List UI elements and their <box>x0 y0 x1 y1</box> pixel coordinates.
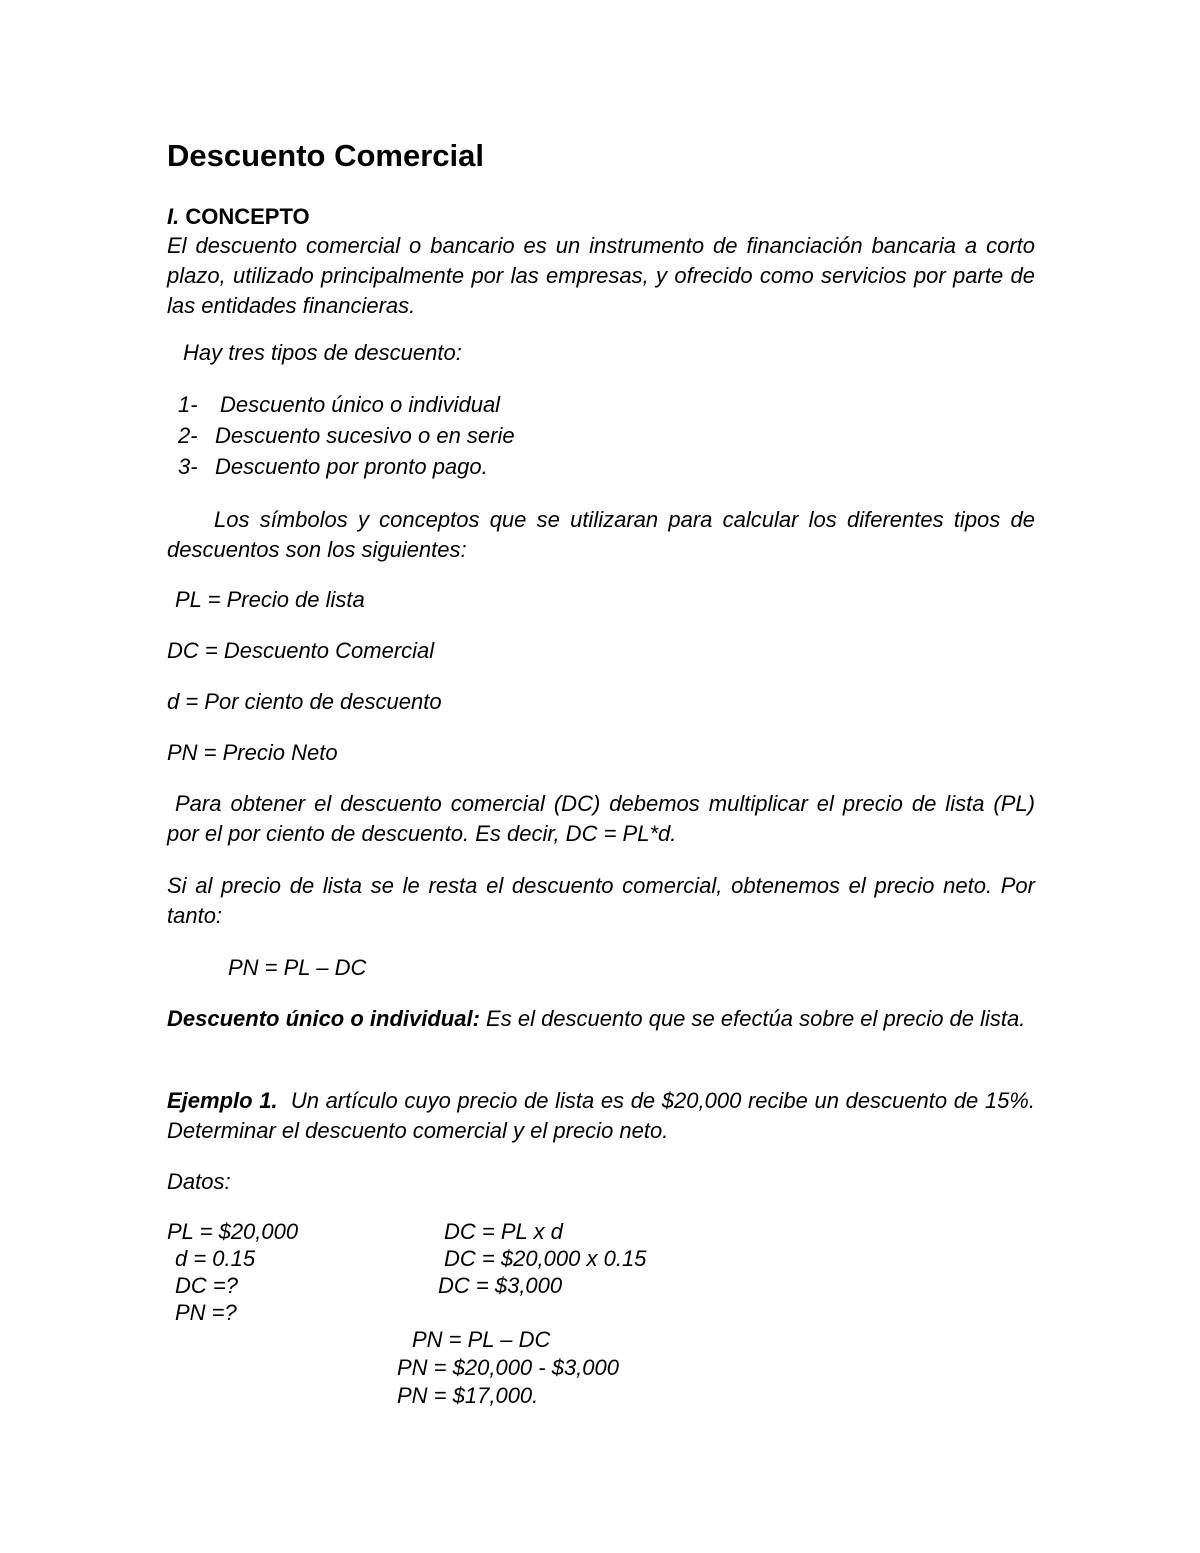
datos-label: Datos: <box>167 1169 231 1194</box>
list-item: Descuento por pronto pago. <box>215 454 488 479</box>
list-number: 3- <box>178 454 198 479</box>
pn-explanation: Si al precio de lista se le resta el descuento comercial, obtenemos el precio neto. Por tanto: <box>167 873 1035 928</box>
symbol-definition: PN = Precio Neto <box>167 740 338 765</box>
dc-calc-line: DC = PL x d <box>444 1219 563 1244</box>
dc-calc-line: DC = $3,000 <box>438 1273 563 1298</box>
datos-item: DC =? <box>175 1273 238 1298</box>
pn-formula: PN = PL – DC <box>228 955 367 980</box>
datos-item: d = 0.15 <box>175 1246 256 1271</box>
example-label: Ejemplo 1. <box>167 1088 278 1113</box>
unico-text: Es el descuento que se efectúa sobre el precio de lista. <box>486 1006 1026 1031</box>
section-heading <box>167 204 310 230</box>
dc-calc-line: DC = $20,000 x 0.15 <box>444 1246 647 1271</box>
example-text: Un artículo cuyo precio de lista es de $20,000 recibe un descuento de 15%. Determinar el descuento comercial y el precio neto. <box>167 1088 1035 1143</box>
pn-calc-line: PN = $20,000 - $3,000 <box>397 1355 619 1380</box>
list-item: Descuento único o individual <box>220 392 501 417</box>
datos-item: PN =? <box>175 1300 237 1325</box>
section-number: I. <box>167 204 180 229</box>
example-paragraph <box>167 1086 1035 1146</box>
list-number: 2- <box>178 423 198 448</box>
pn-calc-line: PN = PL – DC <box>412 1327 551 1352</box>
unico-label: Descuento único o individual: <box>167 1006 480 1031</box>
list-item: Descuento sucesivo o en serie <box>215 423 515 448</box>
symbol-definition: PL = Precio de lista <box>175 587 365 612</box>
unico-paragraph <box>167 1004 1035 1034</box>
types-heading: Hay tres tipos de descuento: <box>183 340 462 365</box>
symbol-definition: DC = Descuento Comercial <box>167 638 435 663</box>
symbols-intro: Los símbolos y conceptos que se utilizaran para calcular los diferentes tipos de descuentos son los siguientes: <box>167 507 1035 562</box>
pn-calc-line: PN = $17,000. <box>397 1383 539 1408</box>
dc-explanation: Para obtener el descuento comercial (DC) debemos multiplicar el precio de lista (PL) por el por ciento de descuento. Es decir, DC = PL*d. <box>167 791 1035 846</box>
intro-paragraph: El descuento comercial o bancario es un instrumento de financiación bancaria a corto plazo, utilizado principalmente por las empresas, y ofrecido como servicios por parte de las entidades financieras. <box>167 233 1035 318</box>
symbol-definition: d = Por ciento de descuento <box>167 689 442 714</box>
datos-item: PL = $20,000 <box>167 1219 299 1244</box>
section-title: CONCEPTO <box>185 204 310 229</box>
page-title: Descuento Comercial <box>167 138 484 173</box>
list-number: 1- <box>178 392 198 417</box>
